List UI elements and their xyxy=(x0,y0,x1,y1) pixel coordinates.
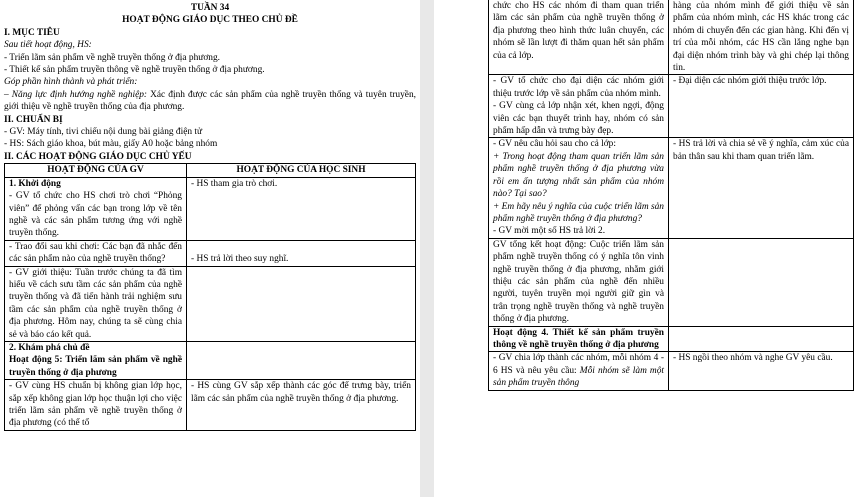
gv-cell: chức cho HS các nhóm đi tham quan triển lãm các sản phẩm của nghề truyền thống ở địa phương theo hình thức luân chuyển, các nhóm sẽ lần lượt đi thăm quan hết sản phẩm của cả lớp. xyxy=(489,0,669,75)
table-row xyxy=(5,380,416,431)
section-heading-objectives: I. MỤC TIÊU xyxy=(4,27,60,38)
objective-item: - Thiết kế sản phẩm truyền thông về nghề truyền thống ở địa phương. xyxy=(4,65,265,76)
objectives-sub: Góp phần hình thành và phát triển: xyxy=(4,77,138,88)
hs-cell: - HS tham gia trò chơi. xyxy=(187,177,416,240)
table-row xyxy=(5,266,416,341)
gv-cell: - GV giới thiệu: Tuần trước chúng ta đã tìm hiểu về cách sưu tầm các sản phẩm của nghề truyền thống và đã tiến hành trải nghiệm sưu tầm các sản phẩm của nghề truyền thống ở địa phương. Hôm nay, chúng ta sẽ cùng chia sẻ và báo cáo kết quả. xyxy=(5,266,187,341)
table-row xyxy=(5,341,416,379)
week-heading: TUẦN 34 xyxy=(190,3,230,13)
right-page xyxy=(434,0,856,497)
gv-cell xyxy=(489,75,669,138)
preparation-item: - GV: Máy tính, tivi chiếu nội dung bài giảng điện tử xyxy=(4,127,203,138)
table-row xyxy=(489,238,854,326)
table-row xyxy=(489,138,854,238)
gv-cell: GV tổng kết hoạt động: Cuộc triển lãm sản phẩm nghề truyền thống có ý nghĩa tôn vinh nghề truyền thống ở địa phương, nhằm giới thiệu các sản phẩm của nghề đến nhiều người, tuyên truyền mọi người giữ gìn và trân trọng nghề truyền thống và nghề truyền thống ở địa phương. xyxy=(489,238,669,326)
activities-table-left xyxy=(4,163,416,431)
gv-cell: - Trao đổi sau khi chơi: Các bạn đã nhắc đến các sản phẩm nào của nghề truyền thống? xyxy=(5,240,187,266)
skill-label: – Năng lực định hướng nghề nghiệp: xyxy=(4,89,148,100)
table-row xyxy=(5,240,416,266)
objective-item: - Triển lãm sản phẩm về nghề truyền thống ở địa phương. xyxy=(4,52,221,63)
hs-cell: - HS ngồi theo nhóm và nghe GV yêu cầu. xyxy=(669,352,854,390)
page-gap xyxy=(420,0,434,497)
gv-cell xyxy=(5,341,187,379)
hs-text: - HS trả lời theo suy nghĩ. xyxy=(191,253,289,264)
table-row xyxy=(5,177,416,240)
table-row xyxy=(489,326,854,352)
row-title: 1. Khởi động xyxy=(9,178,61,189)
table-row xyxy=(489,0,854,75)
section-heading-activities: II. CÁC HOẠT ĐỘNG GIÁO DỤC CHỦ YẾU xyxy=(4,151,192,162)
col-header-hs: HOẠT ĐỘNG CỦA HỌC SINH xyxy=(187,164,416,177)
preparation-item: - HS: Sách giáo khoa, bút màu, giấy A0 hoặc bảng nhóm xyxy=(4,139,218,150)
hs-cell xyxy=(187,240,416,266)
objectives-intro: Sau tiết hoạt động, HS: xyxy=(4,40,92,51)
activities-table-right xyxy=(488,0,854,391)
hs-cell xyxy=(187,266,416,341)
table-row xyxy=(489,75,854,138)
gv-text: - GV chia lớp thành các nhóm, mỗi nhóm 4 - 6 HS và nêu yêu cầu: xyxy=(493,353,664,376)
hs-cell xyxy=(669,326,854,352)
col-header-gv: HOẠT ĐỘNG CỦA GV xyxy=(5,164,187,177)
section-heading-preparation: II. CHUẨN BỊ xyxy=(4,114,63,125)
page-title: HOẠT ĐỘNG GIÁO DỤC THEO CHỦ ĐỀ xyxy=(122,15,298,26)
gv-cell xyxy=(489,138,669,238)
gv-text: - GV cùng cả lớp nhận xét, khen ngợi, động viên các bạn thuyết trình hay, nhóm có sản phẩm hấp dẫn và trưng bày đẹp. xyxy=(493,101,664,137)
question-text: + Em hãy nêu ý nghĩa của cuộc triển lãm sản phẩm nghề truyền thống ở địa phương? xyxy=(493,201,664,224)
table-header-row xyxy=(5,164,416,177)
gv-text: - GV nêu câu hỏi sau cho cả lớp: xyxy=(493,139,616,150)
gv-text: - GV tổ chức cho đại diện các nhóm giới thiệu trước lớp về sản phẩm của nhóm mình. xyxy=(493,76,664,99)
hs-cell xyxy=(187,341,416,379)
hs-cell: - HS trả lời và chia sẻ về ý nghĩa, cảm xúc của bản thân sau khi tham quan triển lãm. xyxy=(669,138,854,238)
hs-cell: - Đại diện các nhóm giới thiệu trước lớp. xyxy=(669,75,854,138)
table-row xyxy=(489,352,854,390)
hs-cell xyxy=(669,238,854,326)
gv-text: - GV tổ chức cho HS chơi trò chơi “Phỏng viên” để phỏng vấn các bạn trong lớp về tên nghề và các sản phẩm tương ứng với nghề truyền thống. xyxy=(9,191,182,239)
activity-title: Hoạt động 4. Thiết kế sản phẩm truyền thông về nghề truyền thống ở địa phương xyxy=(489,326,669,352)
question-text: + Trong hoạt động tham quan triển lãm sản phẩm nghề truyền thống ở địa phương vừa rồi em ấn tượng nhất sản phẩm của nhóm nào? Tại sao? xyxy=(493,151,664,200)
hs-cell: - HS cùng GV sắp xếp thành các góc để trưng bày, triển lãm các sản phẩm của nghề truyền thống ở địa phương. xyxy=(187,380,416,431)
activity-title: Hoạt động 5: Triển lãm sản phẩm về nghề truyền thống ở địa phương xyxy=(9,355,182,378)
gv-text-italic: Mỗi nhóm sẽ làm một sản phẩm truyền thông xyxy=(493,365,664,389)
gv-cell xyxy=(5,177,187,240)
left-page xyxy=(0,0,420,497)
row-title: 2. Khám phá chủ đề xyxy=(9,342,90,353)
hs-cell: hàng của nhóm mình để giới thiệu về sản phẩm của nhóm mình, các HS khác trong các nhóm di chuyển đến các gian hàng. Khi đến vị trí của mỗi nhóm, các HS cần lắng nghe bạn đại diện nhóm trình bày và ghi chép lại thông tin. xyxy=(669,0,854,75)
gv-text: - GV mời một số HS trả lời 2. xyxy=(493,226,606,237)
gv-cell: - GV cùng HS chuẩn bị không gian lớp học, sắp xếp không gian lớp học thuận lợi cho việc triển lãm sản phẩm về nghề truyền thống ở địa phương (có thể tổ xyxy=(5,380,187,431)
skill-text: Xác định được các sản phẩm của nghề truyền thống và tuyên truyền, giới thiệu về nghề truyền thống của địa phương. xyxy=(4,89,416,113)
skill-paragraph xyxy=(4,89,416,114)
gv-cell xyxy=(489,352,669,390)
